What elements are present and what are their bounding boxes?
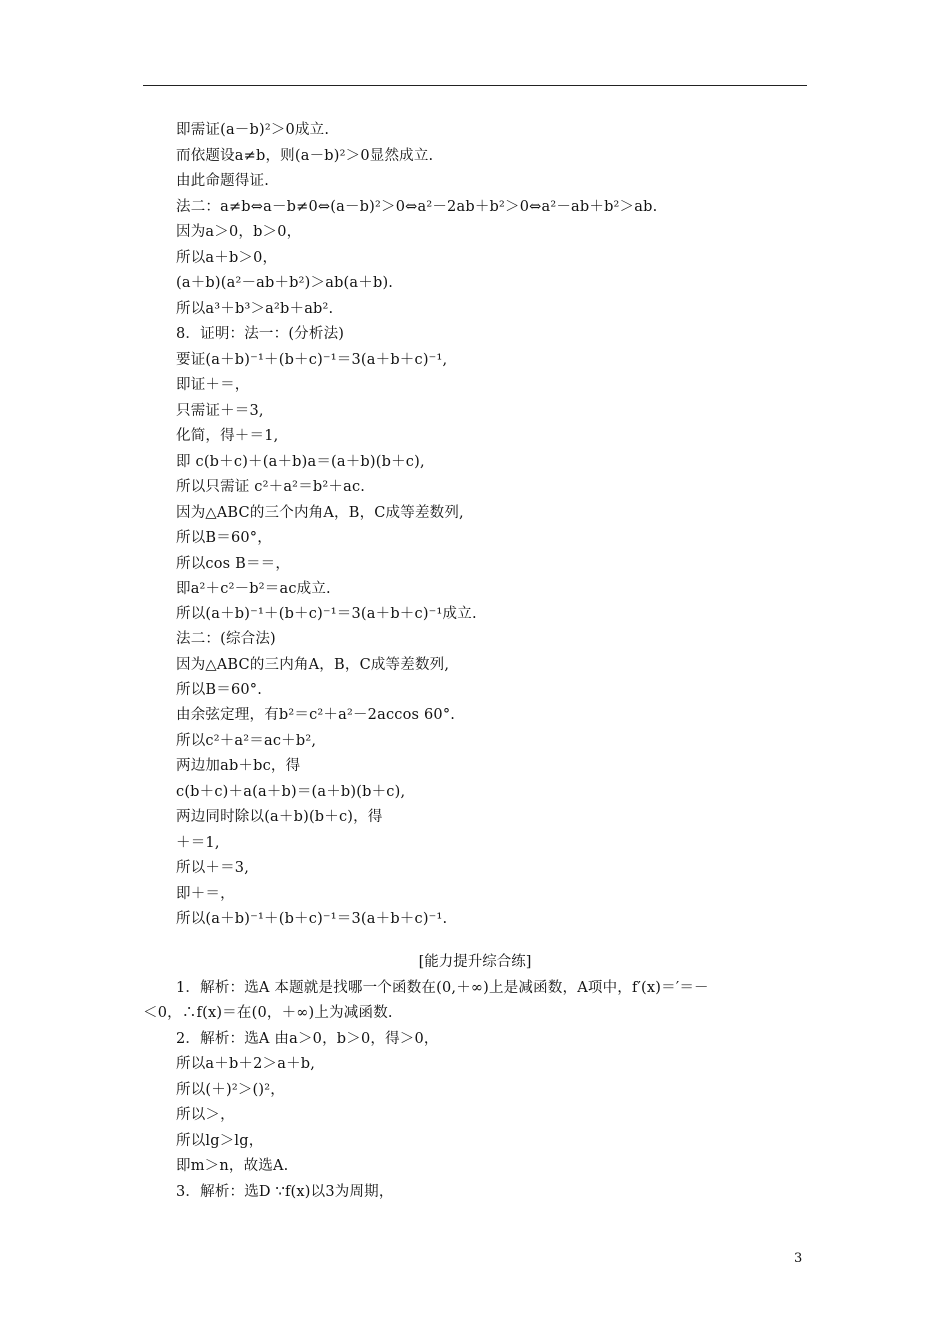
text-line: 所以＞，	[176, 1107, 235, 1123]
text-line: 所以c²＋a²＝ac＋b²,	[176, 733, 317, 749]
text-line: 因为△ABC的三个内角A，B，C成等差数列,	[176, 505, 464, 521]
text-line: 即需证(a－b)²＞0成立.	[176, 122, 330, 138]
text-line: 化简，得＋＝1,	[176, 428, 279, 444]
text-line: 只需证＋＝3,	[176, 403, 264, 419]
header-rule	[143, 85, 807, 86]
text-line: 因为a＞0，b＞0，	[176, 224, 302, 240]
text-line: 2．解析：选A 由a＞0，b＞0，得＞0，	[176, 1031, 439, 1047]
text-line: 所以lg＞lg，	[176, 1133, 264, 1149]
text-line: 所以＋＝3,	[176, 860, 250, 876]
text-line: 而依题设a≠b，则(a－b)²＞0显然成立.	[176, 148, 434, 164]
text-line: 即 c(b＋c)＋(a＋b)a＝(a＋b)(b＋c),	[176, 454, 425, 470]
text-line: c(b＋c)＋a(a＋b)＝(a＋b)(b＋c),	[176, 784, 406, 800]
text-line: 所以a＋b＞0，	[176, 250, 278, 266]
text-line: 即a²＋c²－b²＝ac成立.	[176, 581, 331, 597]
text-line: 1．解析：选A 本题就是找哪一个函数在(0,＋∞)上是减函数，A项中，f′(x)＝′＝－	[176, 980, 709, 996]
text-line: 所以a³＋b³＞a²b＋ab².	[176, 301, 334, 317]
text-line: 所以只需证 c²＋a²＝b²＋ac.	[176, 479, 366, 495]
text-line: 所以(a＋b)⁻¹＋(b＋c)⁻¹＝3(a＋b＋c)⁻¹成立.	[176, 606, 477, 622]
text-line: 由余弦定理，有b²＝c²＋a²－2accos 60°.	[176, 707, 456, 723]
text-line: 即证＋＝，	[176, 377, 250, 393]
text-line: 即＋＝，	[176, 886, 235, 902]
text-line: 所以B＝60°.	[176, 682, 263, 698]
text-line: 法二：a≠b⇔a－b≠0⇔(a－b)²＞0⇔a²－2ab＋b²＞0⇔a²－ab＋b²＞ab.	[176, 199, 658, 215]
text-line: 所以(a＋b)⁻¹＋(b＋c)⁻¹＝3(a＋b＋c)⁻¹.	[176, 911, 448, 927]
text-line: 两边加ab＋bc，得	[176, 758, 301, 774]
text-line: 即m＞n，故选A.	[176, 1158, 289, 1174]
text-line: 因为△ABC的三内角A，B，C成等差数列,	[176, 657, 450, 673]
text-line: 所以(＋)²＞()²，	[176, 1082, 285, 1098]
text-line: ＋＝1,	[176, 835, 220, 851]
text-line: 所以B＝60°，	[176, 530, 272, 546]
section-title: [能力提升综合练]	[418, 954, 532, 970]
text-line: (a＋b)(a²－ab＋b²)＞ab(a＋b).	[176, 275, 394, 291]
text-line: 法二：(综合法)	[176, 631, 276, 647]
text-line: ＜0，∴f(x)＝在(0，＋∞)上为减函数.	[143, 1005, 393, 1021]
text-line: 3．解析：选D ∵f(x)以3为周期，	[176, 1184, 394, 1200]
page-number: 3	[794, 1251, 803, 1266]
text-line: 两边同时除以(a＋b)(b＋c)，得	[176, 809, 383, 825]
text-line: 所以cos B＝＝，	[176, 556, 291, 572]
text-line: 所以a＋b＋2＞a＋b,	[176, 1056, 316, 1072]
text-line: 要证(a＋b)⁻¹＋(b＋c)⁻¹＝3(a＋b＋c)⁻¹,	[176, 352, 448, 368]
text-line: 由此命题得证.	[176, 173, 270, 189]
text-line: 8．证明：法一：(分析法)	[176, 326, 345, 342]
